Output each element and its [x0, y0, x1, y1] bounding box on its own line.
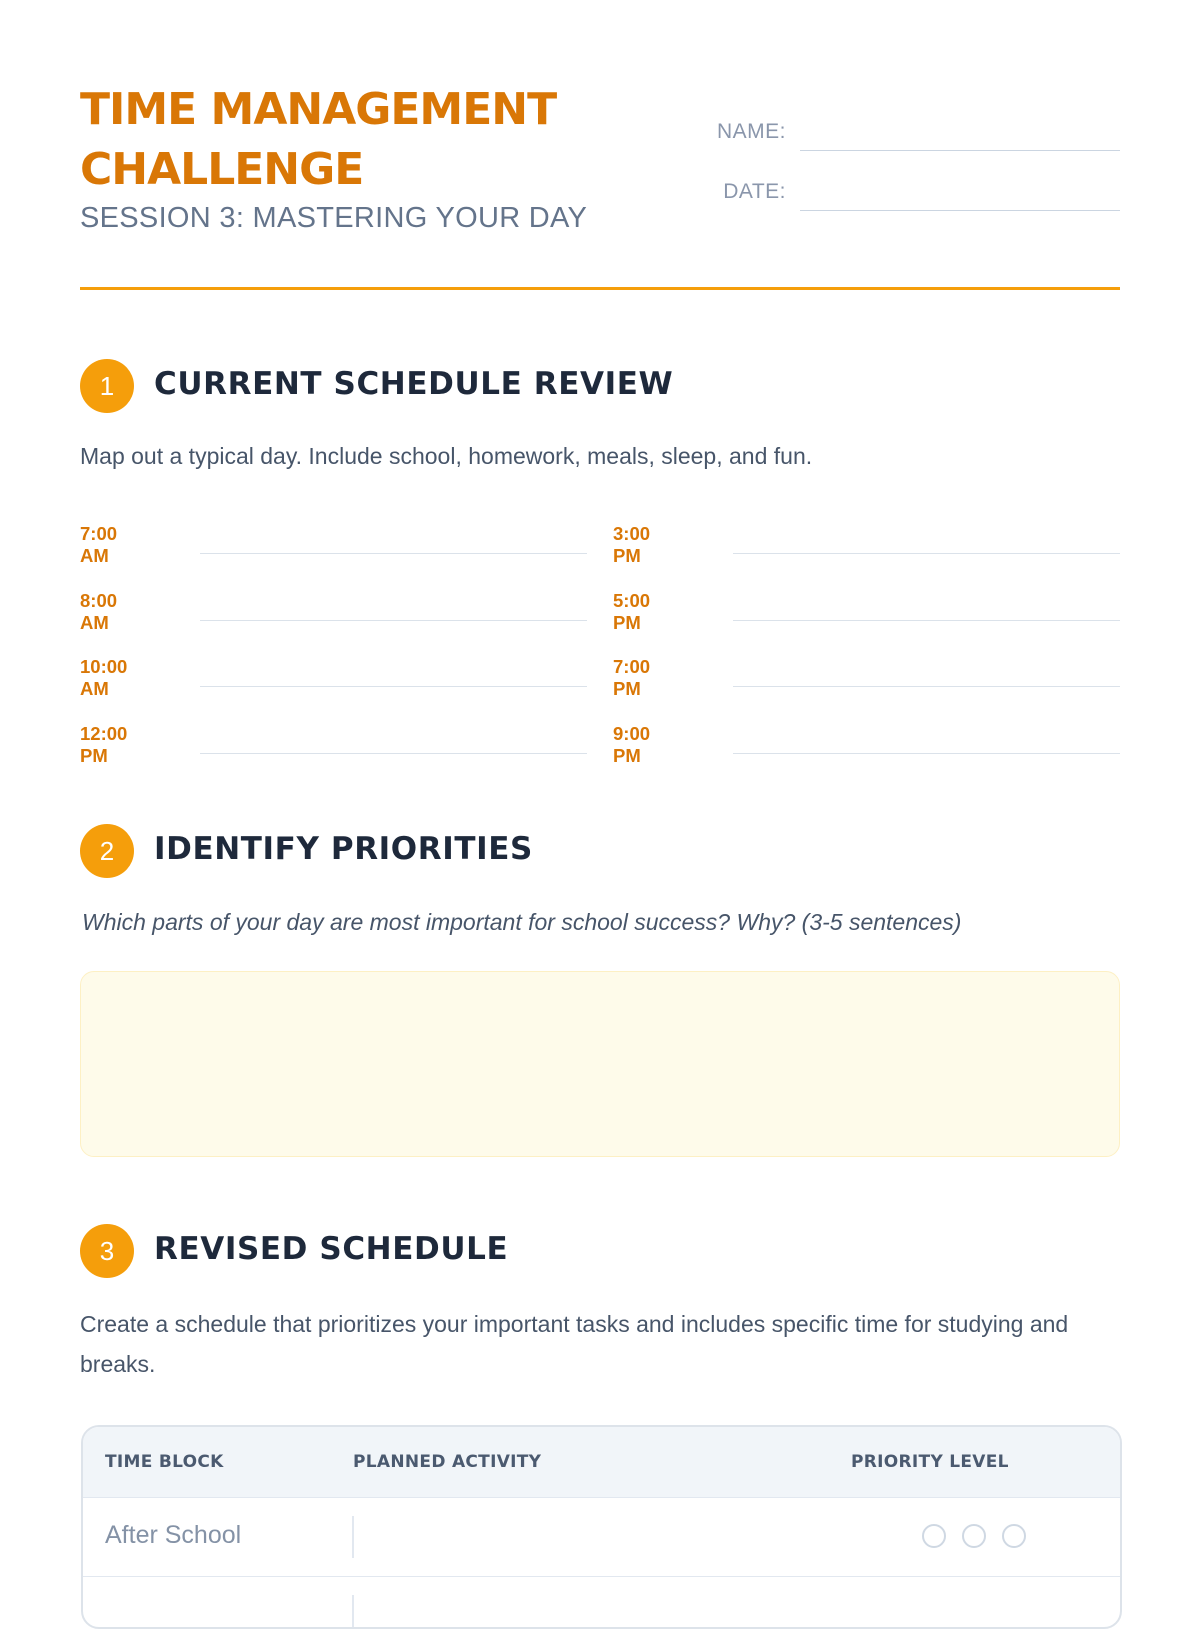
slot-time: 12:00 PM	[80, 723, 128, 766]
section-number-badge: 3	[80, 1224, 134, 1278]
column-header-planned-activity: PLANNED ACTIVITY	[353, 1452, 542, 1472]
priority-selector	[922, 1524, 1042, 1552]
table-row	[83, 1577, 1120, 1629]
worksheet-header	[80, 80, 1120, 290]
slot-entry-line[interactable]	[200, 620, 587, 621]
slot-entry-line[interactable]	[733, 686, 1120, 687]
slot-time: 7:00 AM	[80, 523, 118, 566]
section-2-prompt: Which parts of your day are most important for school success? Why? (3-5 sentences)	[82, 909, 962, 935]
priorities-answer-box[interactable]	[80, 971, 1120, 1157]
priority-option-circle[interactable]	[1002, 1524, 1026, 1548]
slot-time: 3:00 PM	[613, 523, 651, 566]
header-divider	[80, 287, 1120, 290]
section-title: CURRENT SCHEDULE REVIEW	[154, 366, 674, 402]
column-header-time-block: TIME BLOCK	[105, 1452, 224, 1472]
slot-entry-line[interactable]	[733, 620, 1120, 621]
slot-entry-line[interactable]	[200, 753, 587, 754]
slot-entry-line[interactable]	[733, 753, 1120, 754]
slot-time: 10:00 AM	[80, 656, 128, 699]
priority-option-circle[interactable]	[962, 1524, 986, 1548]
name-input-line[interactable]	[800, 122, 1120, 151]
date-field	[700, 174, 1120, 214]
slot-entry-line[interactable]	[733, 553, 1120, 554]
section-title: IDENTIFY PRIORITIES	[154, 831, 533, 867]
section-number-badge: 2	[80, 824, 134, 878]
section-1-description: Map out a typical day. Include school, homework, meals, sleep, and fun.	[80, 443, 813, 469]
date-input-line[interactable]	[800, 182, 1120, 211]
priority-option-circle[interactable]	[922, 1524, 946, 1548]
slot-time: 8:00 AM	[80, 590, 118, 633]
date-label: DATE:	[723, 180, 786, 203]
name-label: NAME:	[716, 120, 786, 143]
section-3-description: Create a schedule that prioritizes your important tasks and includes specific time for studying and breaks.	[80, 1311, 1069, 1377]
slot-time: 9:00 PM	[613, 723, 651, 766]
column-header-priority-level: PRIORITY LEVEL	[851, 1452, 1009, 1472]
page-subtitle: SESSION 3: MASTERING YOUR DAY	[80, 202, 588, 234]
column-divider	[352, 1516, 354, 1558]
time-block-cell: After School	[105, 1521, 242, 1549]
table-row	[83, 1498, 1120, 1577]
column-divider	[352, 1595, 354, 1629]
slot-time: 7:00 PM	[613, 656, 651, 699]
section-title: REVISED SCHEDULE	[154, 1231, 509, 1267]
slot-entry-line[interactable]	[200, 686, 587, 687]
table-header	[83, 1427, 1120, 1498]
slot-entry-line[interactable]	[200, 553, 587, 554]
revised-schedule-table	[81, 1425, 1122, 1629]
name-field	[700, 114, 1120, 154]
page-title: TIME MANAGEMENT CHALLENGE	[80, 84, 557, 195]
section-number-badge: 1	[80, 359, 134, 413]
slot-time: 5:00 PM	[613, 590, 651, 633]
